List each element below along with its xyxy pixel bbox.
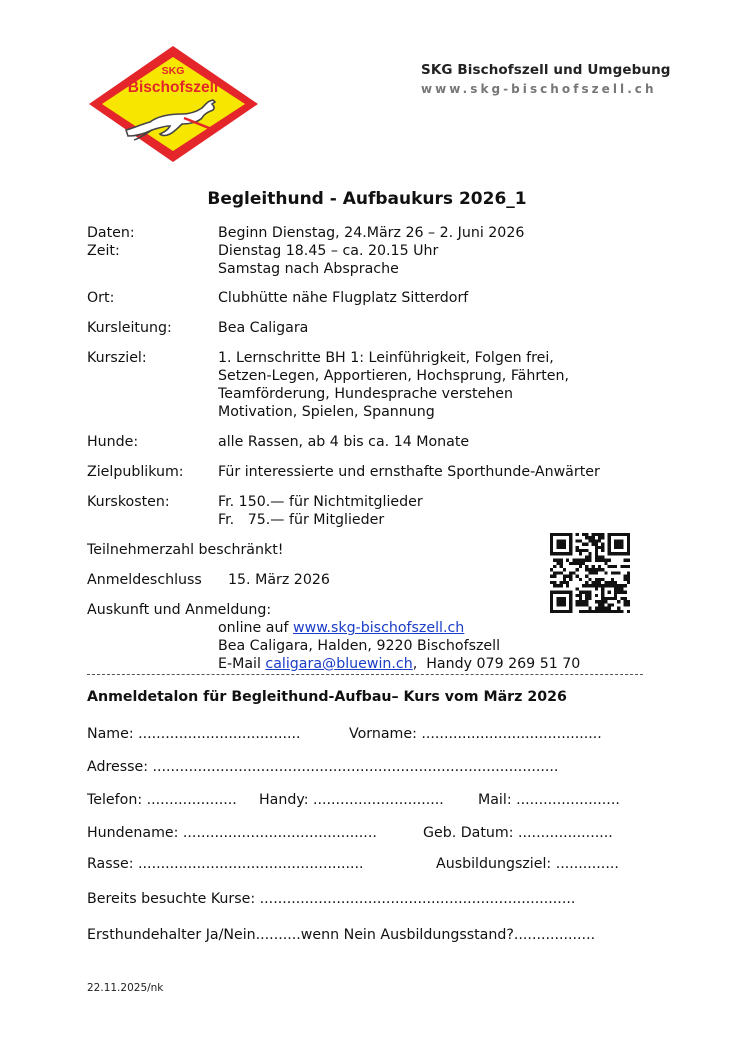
org-url: www.skg-bischofszell.ch: [421, 82, 657, 96]
ort-value: Clubhütte nähe Flugplatz Sitterdorf: [218, 290, 469, 306]
page-title: Begleithund - Aufbaukurs 2026_1: [207, 189, 527, 209]
form-title: Anmeldetalon für Begleithund-Aufbau– Kurs vom März 2026: [87, 689, 567, 705]
handy-field[interactable]: Handy: .............................: [259, 792, 444, 808]
bereits-kurse-field[interactable]: Bereits besuchte Kurse: ......................................................................: [87, 891, 576, 907]
org-name: SKG Bischofszell und Umgebung: [421, 62, 671, 78]
auskunft-heading: Auskunft und Anmeldung:: [87, 602, 272, 618]
hunde-value: alle Rassen, ab 4 bis ca. 14 Monate: [218, 434, 470, 450]
kurskosten-value-1: Fr. 150.— für Nichtmitglieder: [218, 494, 423, 510]
hunde-label: Hunde:: [87, 434, 139, 450]
anmeldeschluss-value: 15. März 2026: [228, 572, 330, 588]
zielpublikum-value: Für interessierte und ernsthafte Sporthunde-Anwärter: [218, 464, 600, 480]
telefon-field[interactable]: Telefon: ....................: [87, 792, 237, 808]
ersthundehalter-field[interactable]: Ersthundehalter Ja/Nein..........wenn Nein Ausbildungsstand?..................: [87, 927, 596, 943]
ort-label: Ort:: [87, 290, 115, 306]
kursziel-label: Kursziel:: [87, 350, 147, 366]
anmeldeschluss-label: Anmeldeschluss: [87, 572, 202, 588]
qr-code-icon[interactable]: [550, 533, 630, 613]
svg-text:SKG: SKG: [161, 65, 185, 77]
kursziel-value-4: Motivation, Spielen, Spannung: [218, 404, 435, 420]
zeit-value-2: Samstag nach Absprache: [218, 261, 399, 277]
zeit-value-1: Dienstag 18.45 – ca. 20.15 Uhr: [218, 243, 439, 259]
kursziel-value-2: Setzen-Legen, Apportieren, Hochsprung, Fährten,: [218, 368, 569, 384]
name-field[interactable]: Name: ....................................: [87, 726, 301, 742]
footer-date: 22.11.2025/nk: [87, 982, 164, 994]
email-prefix: E-Mail: [218, 656, 266, 672]
daten-value: Beginn Dienstag, 24.März 26 – 2. Juni 2026: [218, 225, 525, 241]
svg-text:Bischofszell: Bischofszell: [127, 79, 219, 96]
contact-line: [218, 655, 580, 673]
zielpublikum-label: Zielpublikum:: [87, 464, 184, 480]
rasse-field[interactable]: Rasse: ..................................................: [87, 856, 364, 872]
kursleitung-label: Kursleitung:: [87, 320, 172, 336]
online-line: [218, 619, 464, 637]
skg-logo: [86, 44, 261, 164]
kursziel-value-1: 1. Lernschritte BH 1: Leinführigkeit, Folgen frei,: [218, 350, 554, 366]
kurskosten-label: Kurskosten:: [87, 494, 170, 510]
kurskosten-value-2: Fr. 75.— für Mitglieder: [218, 512, 385, 528]
website-link[interactable]: www.skg-bischofszell.ch: [292, 620, 465, 636]
contact-phone: , Handy 079 269 51 70: [412, 656, 581, 672]
zeit-label: Zeit:: [87, 243, 120, 259]
adresse-field[interactable]: Adresse: ..........................................................................................: [87, 759, 559, 775]
cut-line-divider: [87, 674, 643, 675]
kursziel-value-3: Teamförderung, Hundesprache verstehen: [218, 386, 514, 402]
teilnehmer-note: Teilnehmerzahl beschränkt!: [87, 542, 284, 558]
ausbildungsziel-field[interactable]: Ausbildungsziel: ..............: [436, 856, 619, 872]
online-prefix: online auf: [218, 620, 293, 636]
daten-label: Daten:: [87, 225, 135, 241]
geb-datum-field[interactable]: Geb. Datum: .....................: [423, 825, 613, 841]
hundename-field[interactable]: Hundename: ...........................................: [87, 825, 377, 841]
vorname-field[interactable]: Vorname: ........................................: [349, 726, 602, 742]
contact-address: Bea Caligara, Halden, 9220 Bischofszell: [218, 638, 501, 654]
mail-field[interactable]: Mail: .......................: [478, 792, 620, 808]
kursleitung-value: Bea Caligara: [218, 320, 309, 336]
email-link[interactable]: caligara@bluewin.ch: [265, 656, 413, 672]
